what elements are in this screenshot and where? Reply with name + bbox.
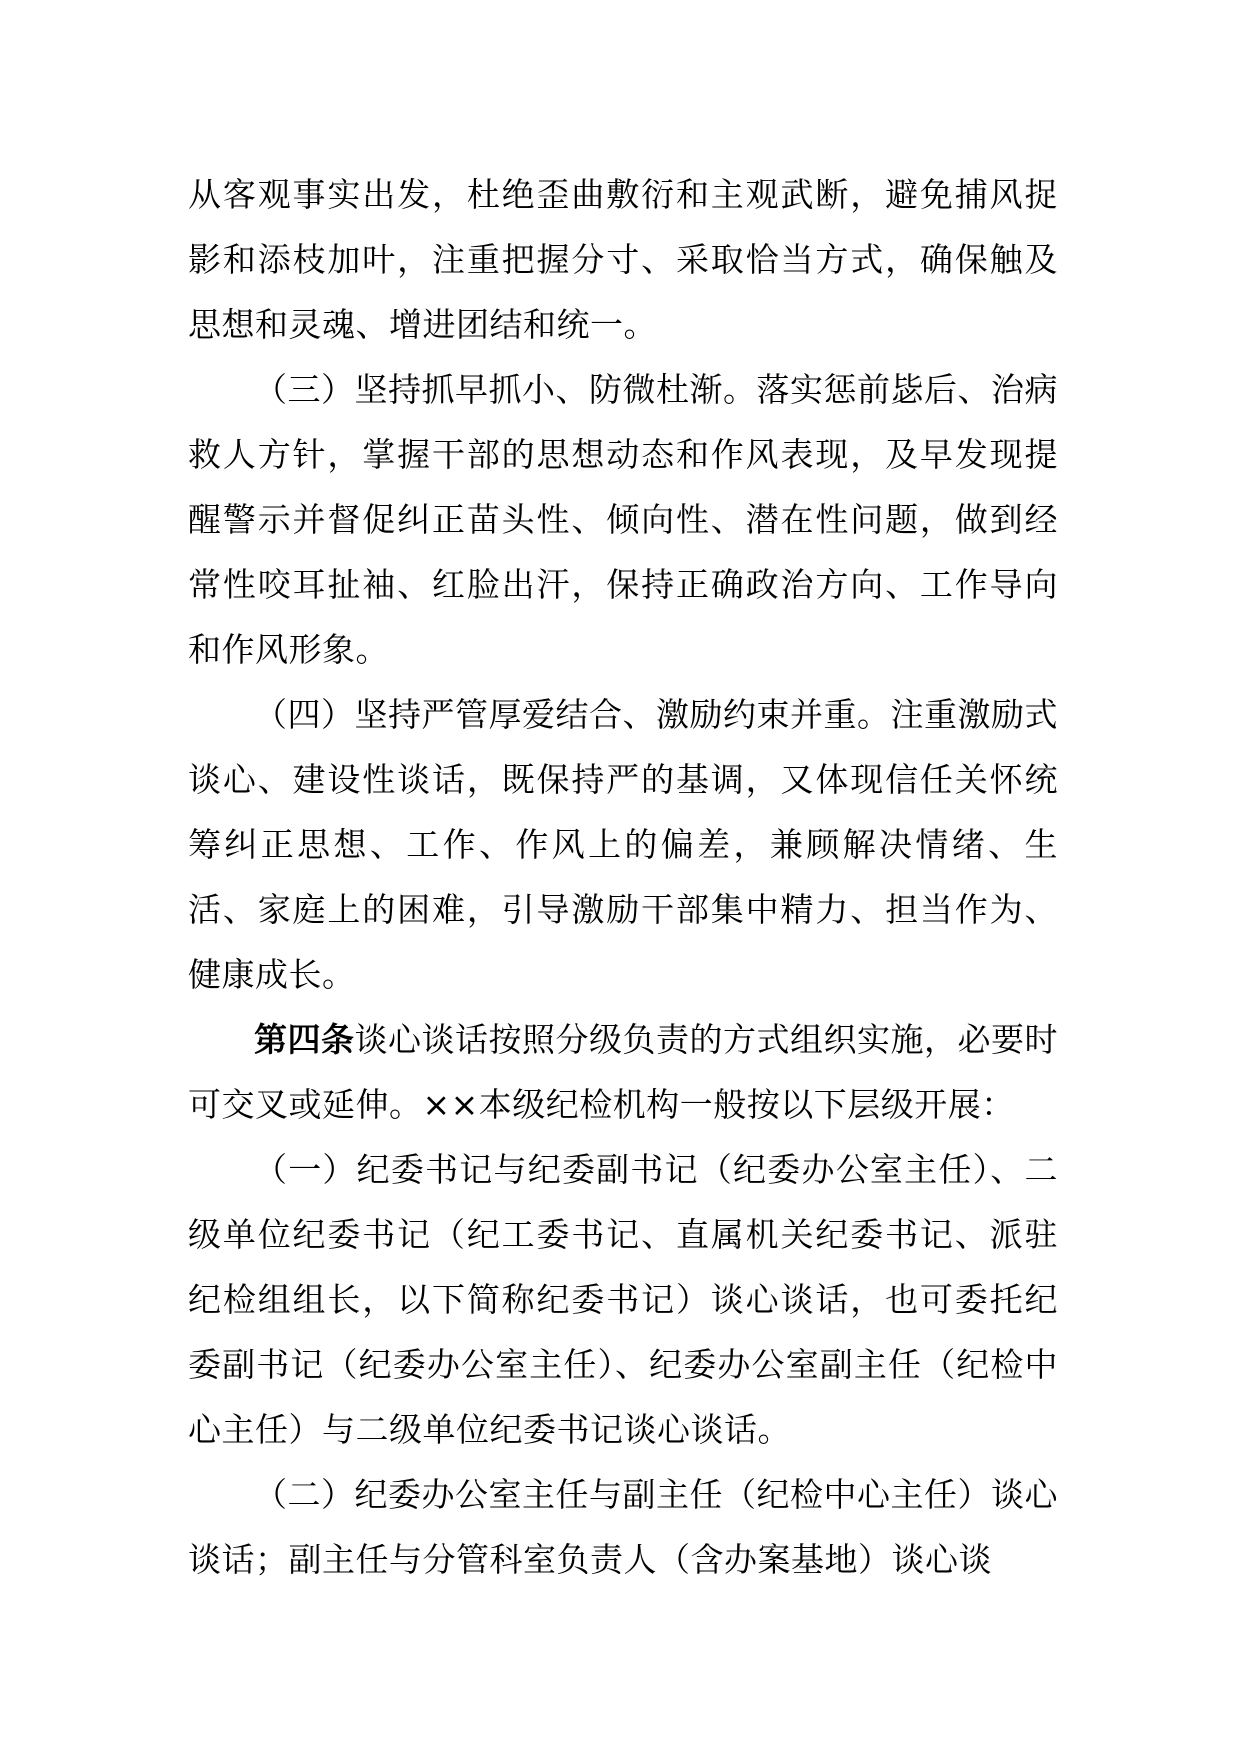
paragraph-6-text: （二）纪委办公室主任与副主任（纪检中心主任）谈心谈话；副主任与分管科室负责人（含办案基地）谈心谈 (188, 1475, 1058, 1579)
paragraph-3-text: （四）坚持严管厚爱结合、激励约束并重。注重激励式谈心、建设性谈话，既保持严的基调，又体现信任关怀统筹纠正思想、工作、作风上的偏差，兼顾解决情绪、生活、家庭上的困难，引导激励干部集中精力、担当作为、健康成长。 (188, 695, 1058, 994)
document-page (188, 162, 1058, 1592)
paragraph-2-text: （三）坚持抓早抓小、防微杜渐。落实惩前毖后、治病救人方针，掌握干部的思想动态和作风表现，及早发现提醒警示并督促纠正苗头性、倾向性、潜在性问题，做到经常性咬耳扯袖、红脸出汗，保持正确政治方向、工作导向和作风形象。 (188, 370, 1058, 669)
paragraph-1-text: 从客观事实出发，杜绝歪曲敷衍和主观武断，避免捕风捉影和添枝加叶，注重把握分寸、采取恰当方式，确保触及思想和灵魂、增进团结和统一。 (188, 175, 1058, 344)
paragraph-5-text: （一）纪委书记与纪委副书记（纪委办公室主任）、二级单位纪委书记（纪工委书记、直属机关纪委书记、派驻纪检组组长，以下简称纪委书记）谈心谈话，也可委托纪委副书记（纪委办公室主任）、纪委办公室副主任（纪检中心主任）与二级单位纪委书记谈心谈话。 (188, 1150, 1058, 1449)
paragraph-3 (188, 682, 1058, 1007)
paragraph-5 (188, 1137, 1058, 1462)
paragraph-4-text: 谈心谈话按照分级负责的方式组织实施，必要时可交叉或延伸。××本级纪检机构一般按以下层级开展： (188, 1020, 1058, 1124)
article-heading: 第四条 (254, 1020, 355, 1059)
paragraph-4 (188, 1007, 1058, 1137)
paragraph-1 (188, 162, 1058, 357)
paragraph-2 (188, 357, 1058, 682)
paragraph-6 (188, 1462, 1058, 1592)
